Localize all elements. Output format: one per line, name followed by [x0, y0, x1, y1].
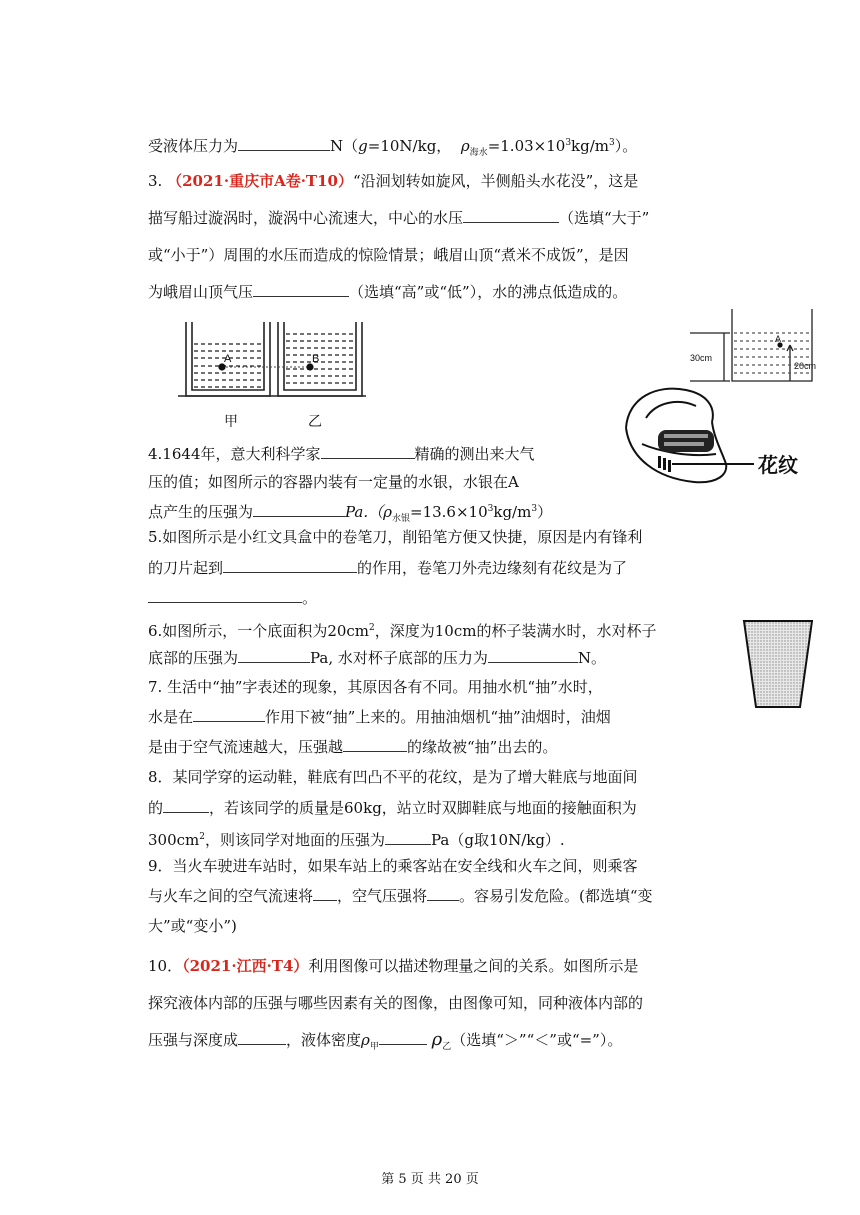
text: ） — [537, 503, 553, 521]
point-b-label: B — [312, 353, 320, 365]
text: 300cm — [148, 831, 200, 849]
text: 的缘故被“抽”出去的。 — [407, 738, 558, 756]
text: 5.如图所示是小红文具盒中的卷笔刀，削铅笔方便又快捷，原因是内有锋利 — [148, 528, 643, 546]
text: 3 — [565, 138, 572, 148]
text: 探究液体内部的压强与哪些因素有关的图像，由图像可知，同种液体内部的 — [148, 994, 644, 1012]
answer-blank — [238, 1030, 286, 1045]
text: 乙 — [442, 1042, 452, 1052]
question-9-line-1 — [148, 856, 638, 876]
cup-figure — [742, 619, 814, 709]
source-tag: （2021·重庆市A卷·T10） — [167, 172, 353, 190]
question-7-line-3 — [148, 737, 557, 757]
text: 压强与深度成 — [148, 1031, 239, 1049]
text: N。 — [577, 649, 607, 667]
question-4-line-1 — [148, 444, 535, 464]
text: 水银 — [391, 514, 410, 524]
text: 或“小于”）周围的水压而造成的惊险情景；峨眉山顶“煮米不成饭”，是因 — [148, 246, 629, 264]
text: Pa, 水对杯子底部的压力为 — [310, 649, 488, 667]
answer-blank — [193, 707, 265, 722]
text: 精确的测出来大气 — [414, 445, 535, 463]
text: 描写船过漩涡时，漩涡中心流速大，中心的水压 — [148, 209, 464, 227]
question-6-line-1 — [148, 618, 656, 641]
text: Pa（g取10N/kg）. — [431, 831, 565, 849]
question-3-line-2 — [148, 208, 649, 228]
answer-blank — [223, 558, 357, 573]
question-8-line-3 — [148, 827, 565, 850]
answer-blank — [313, 886, 337, 901]
text: ρ — [361, 1031, 370, 1049]
question-3-line-3 — [148, 245, 629, 265]
text: ，则该同学对地面的压强为 — [205, 831, 386, 849]
question-3-line-4 — [148, 282, 627, 302]
text: 8．某同学穿的运动鞋，鞋底有凹凸不平的花纹，是为了增大鞋底与地面间 — [148, 768, 638, 786]
text: 甲 — [369, 1042, 379, 1052]
question-8-line-2 — [148, 798, 637, 818]
text: 3 — [487, 504, 494, 514]
text: 压的值；如图所示的容器内装有一定量的水银，水银在A — [148, 473, 519, 491]
text: 7. 生活中“抽”字表述的现象，其原因各有不同。用抽水机“抽”水时， — [148, 678, 603, 696]
text: 的作用，卷笔刀外壳边缘刻有花纹是为了 — [357, 559, 628, 577]
text: 大”或“变小”) — [148, 917, 237, 935]
text: 的刀片起到 — [148, 559, 224, 577]
text: ，深度为10cm的杯子装满水时，水对杯子 — [374, 622, 657, 640]
text: g — [358, 137, 368, 155]
text: ρ — [460, 137, 470, 155]
text: 水是在 — [148, 708, 194, 726]
text: 3 — [531, 504, 538, 514]
point-a-label: A — [224, 353, 232, 365]
text-line — [148, 133, 637, 163]
question-6-line-2 — [148, 648, 606, 668]
point-a-label: A — [775, 334, 782, 344]
answer-blank — [385, 830, 431, 845]
answer-blank — [253, 502, 345, 517]
answer-blank — [163, 798, 209, 813]
answer-blank — [379, 1030, 427, 1045]
question-10-line-1 — [148, 956, 638, 976]
question-7-line-1 — [148, 677, 603, 697]
text: kg/m — [571, 137, 610, 155]
text: 底部的压强为 — [148, 649, 239, 667]
text: 3 — [609, 138, 615, 148]
question-10-line-3 — [148, 1030, 622, 1057]
question-number: 3. — [148, 172, 168, 190]
text: 2 — [199, 832, 205, 842]
text: 。容易引发危险。(都选填“变 — [459, 887, 653, 905]
text: 9．当火车驶进车站时，如果车站上的乘客站在安全线和火车之间，则乘客 — [148, 857, 638, 875]
answer-blank — [253, 282, 349, 297]
answer-blank — [463, 208, 559, 223]
text: 利用图像可以描述物理量之间的关系。如图所示是 — [308, 957, 639, 975]
caption-yi: 乙 — [308, 414, 322, 430]
question-10-line-2 — [148, 993, 643, 1013]
source-tag: （2021·江西·T4） — [182, 957, 309, 975]
text: ）。 — [614, 137, 638, 155]
text: 的 — [148, 799, 164, 817]
text: 为峨眉山顶气压 — [148, 283, 254, 301]
text: =10N/kg， — [367, 137, 452, 155]
text: （选填“大于” — [559, 209, 650, 227]
text: 6.如图所示，一个底面积为20cm — [148, 622, 370, 640]
answer-blank — [238, 136, 330, 151]
text: 是由于空气流速越大，压强越 — [148, 738, 344, 756]
question-8-line-1 — [148, 767, 638, 787]
text: N（ — [330, 137, 359, 155]
text: ρ — [431, 1029, 443, 1050]
caption-jia: 甲 — [224, 414, 238, 430]
text: 与火车之间的空气流速将 — [148, 887, 314, 905]
text: ，液体密度 — [286, 1031, 362, 1049]
text: 作用下被“抽”上来的。用抽油烟机“抽”油烟时，油烟 — [265, 708, 611, 726]
answer-blank — [321, 444, 415, 459]
text: 点产生的压强为 — [148, 503, 254, 521]
text: ρ — [383, 503, 392, 521]
answer-blank — [488, 648, 578, 663]
text: ，若该同学的质量是60kg，站立时双脚鞋底与地面的接触面积为 — [209, 799, 637, 817]
question-7-line-2 — [148, 707, 611, 727]
question-4-line-3 — [148, 499, 552, 529]
answer-blank — [148, 588, 302, 603]
question-3-line-1 — [148, 171, 638, 191]
question-9-line-3 — [148, 916, 237, 936]
text: “沿洄划转如旋风，半侧船头水花没”，这是 — [352, 172, 639, 190]
text: 4.1644年，意大利科学家 — [148, 445, 321, 463]
pencil-sharpener-figure — [616, 378, 816, 490]
text: （选填“＞”“＜”或“=”）。 — [451, 1031, 623, 1049]
text: ，空气压强将 — [337, 887, 428, 905]
answer-blank — [427, 886, 459, 901]
mercury-tank-figure — [672, 305, 832, 387]
question-5-line-3 — [148, 588, 317, 608]
page-footer: 第 5 页 共 20 页 — [381, 1172, 479, 1187]
question-4-line-2 — [148, 472, 519, 492]
answer-blank — [343, 737, 407, 752]
question-number: 10． — [148, 957, 183, 975]
answer-blank — [238, 648, 310, 663]
text: 海水 — [469, 148, 488, 158]
text: （选填“高”或“低”），水的沸点低造成的。 — [349, 283, 628, 301]
question-9-line-2 — [148, 886, 653, 906]
question-5-line-2 — [148, 558, 627, 578]
height-20cm-label: 20cm — [794, 361, 817, 371]
text: =1.03×10 — [487, 137, 566, 155]
text: 。 — [302, 589, 318, 607]
text: 2 — [369, 623, 375, 633]
text: kg/m — [493, 503, 532, 521]
text: =13.6×10 — [410, 503, 488, 521]
text: 受液体压力为 — [148, 137, 239, 155]
text: Pa.（ — [345, 503, 384, 521]
two-containers-figure — [176, 316, 366, 432]
question-5-line-1 — [148, 527, 642, 547]
pattern-label: 花纹 — [758, 453, 798, 477]
height-30cm-label: 30cm — [690, 353, 713, 363]
